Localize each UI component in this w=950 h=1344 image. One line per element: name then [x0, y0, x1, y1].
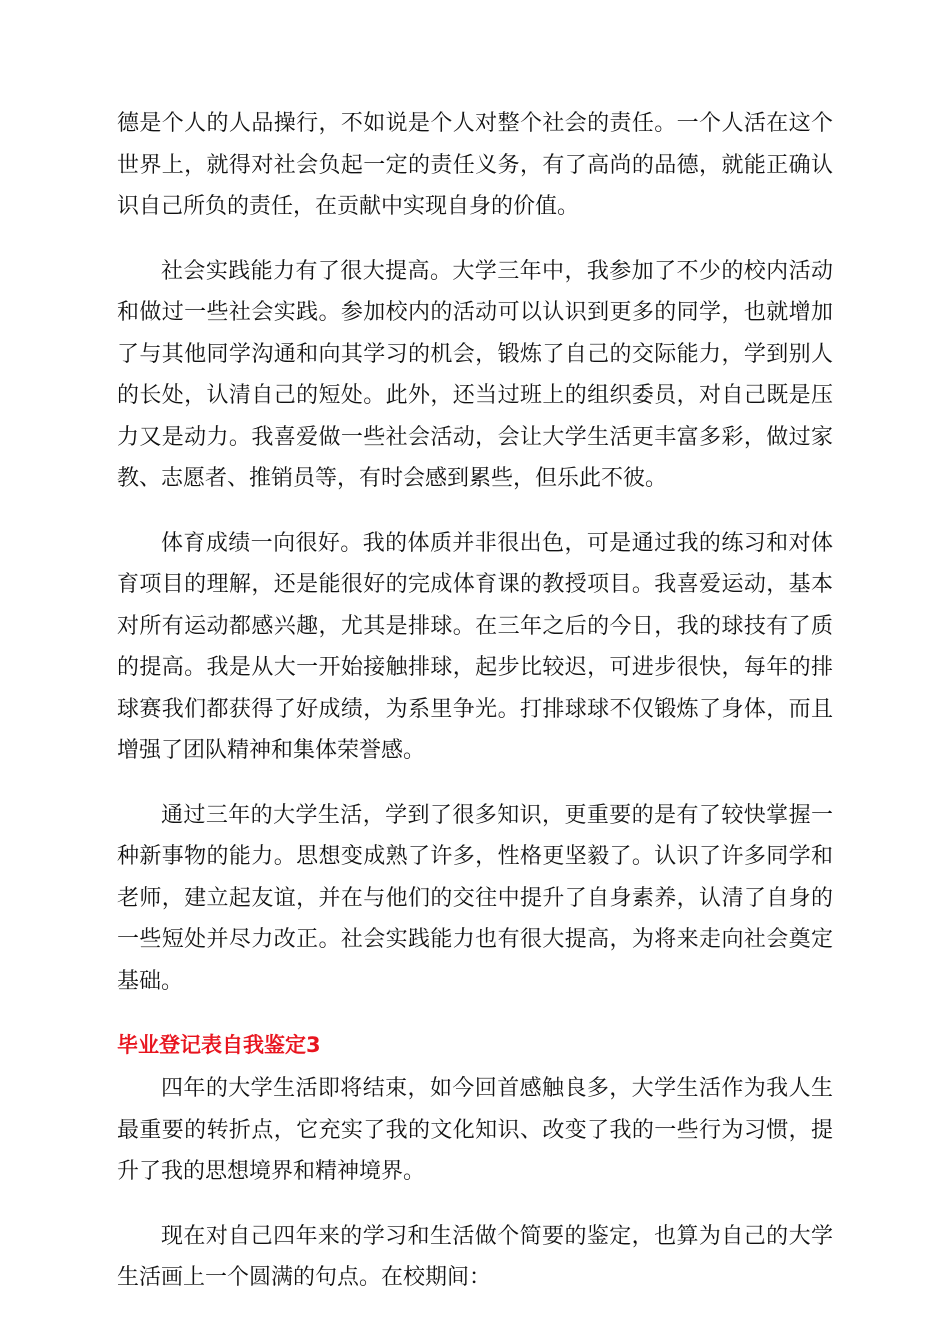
document-page	[117, 103, 833, 1322]
paragraph-four-years-intro: 四年的大学生活即将结束，如今回首感触良多，大学生活作为我人生最重要的转折点，它充实了我的文化知识、改变了我的一些行为习惯，提升了我的思想境界和精神境界。	[117, 1076, 833, 1184]
paragraph-sports: 体育成绩一向很好。我的体质并非很出色，可是通过我的练习和对体育项目的理解，还是能很好的完成体育课的教授项目。我喜爱运动，基本对所有运动都感兴趣，尤其是排球。在三年之后的今日，我的球技有了质的提高。我是从大一开始接触排球，起步比较迟，可进步很快，每年的排球赛我们都获得了好成绩，为系里争光。打排球球不仅锻炼了身体，而且增强了团队精神和集体荣誉感。	[117, 530, 833, 763]
paragraph-moral-responsibility: 德是个人的人品操行，不如说是个人对整个社会的责任。一个人活在这个世界上，就得对社会负起一定的责任义务，有了高尚的品德，就能正确认识自己所负的责任，在贡献中实现自身的价值。	[117, 111, 833, 219]
paragraph-social-practice: 社会实践能力有了很大提高。大学三年中，我参加了不少的校内活动和做过一些社会实践。参加校内的活动可以认识到更多的同学，也就增加了与其他同学沟通和向其学习的机会，锻炼了自己的交际能力，学到别人的长处，认清自己的短处。此外，还当过班上的组织委员，对自己既是压力又是动力。我喜爱做一些社会活动，会让大学生活更丰富多彩，做过家教、志愿者、推销员等，有时会感到累些，但乐此不彼。	[117, 258, 833, 491]
section-heading: 毕业登记表自我鉴定3	[117, 1033, 321, 1057]
paragraph-self-assessment-intro: 现在对自己四年来的学习和生活做个简要的鉴定，也算为自己的大学生活画上一个圆满的句点。在校期间：	[117, 1223, 833, 1290]
paragraph-three-year-summary: 通过三年的大学生活，学到了很多知识，更重要的是有了较快掌握一种新事物的能力。思想变成熟了许多，性格更坚毅了。认识了许多同学和老师，建立起友谊，并在与他们的交往中提升了自身素养，认清了自身的一些短处并尽力改正。社会实践能力也有很大提高，为将来走向社会奠定基础。	[117, 802, 833, 994]
